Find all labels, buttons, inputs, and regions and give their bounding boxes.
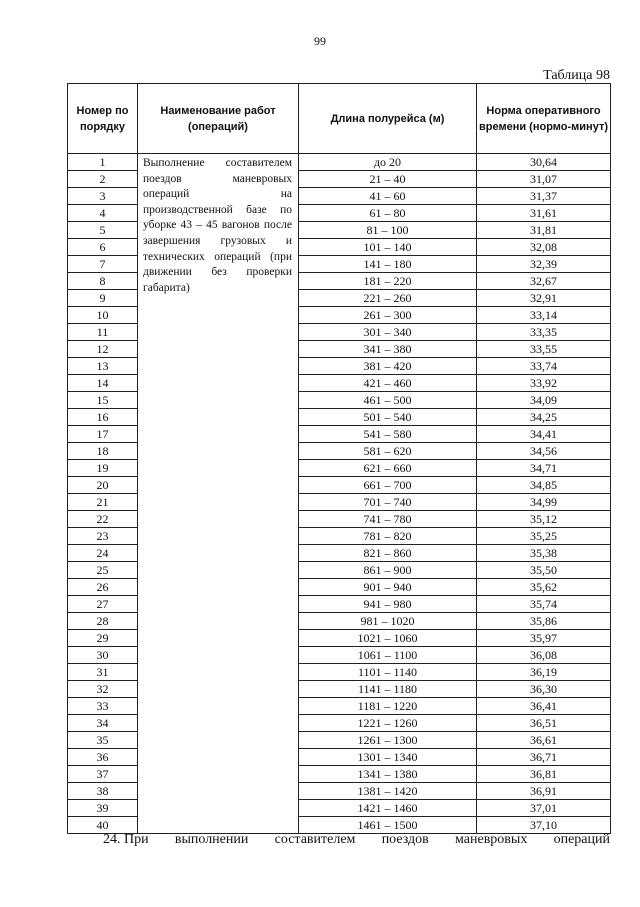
row-number-cell: 16	[68, 409, 138, 426]
half-run-length-cell: 1101 – 1140	[299, 664, 477, 681]
row-number-cell: 25	[68, 562, 138, 579]
work-description-text: Выполнение составителем поездов маневровых операций на производственной базе по уборке 43 – 45 вагонов после завершения грузовых и технических операций (при движении без проверки габарита)	[143, 157, 292, 294]
half-run-length-cell: 1461 – 1500	[299, 817, 477, 834]
time-norm-cell: 31,07	[477, 171, 611, 188]
row-number-cell: 22	[68, 511, 138, 528]
time-norm-cell: 33,92	[477, 375, 611, 392]
row-number-cell: 26	[68, 579, 138, 596]
half-run-length-cell: 981 – 1020	[299, 613, 477, 630]
time-norm-cell: 30,64	[477, 154, 611, 171]
time-norm-cell: 36,71	[477, 749, 611, 766]
half-run-length-cell: 1221 – 1260	[299, 715, 477, 732]
half-run-length-cell: 461 – 500	[299, 392, 477, 409]
half-run-length-cell: 541 – 580	[299, 426, 477, 443]
half-run-length-cell: 621 – 660	[299, 460, 477, 477]
row-number-cell: 39	[68, 800, 138, 817]
row-number-cell: 3	[68, 188, 138, 205]
row-number-cell: 38	[68, 783, 138, 800]
table-row	[68, 154, 611, 171]
time-norm-cell: 34,71	[477, 460, 611, 477]
footer-word: выполнении	[174, 832, 249, 847]
half-run-length-cell: 901 – 940	[299, 579, 477, 596]
half-run-length-cell: 741 – 780	[299, 511, 477, 528]
page-number: 99	[314, 34, 326, 48]
row-number-cell: 40	[68, 817, 138, 834]
time-norm-cell: 34,85	[477, 477, 611, 494]
half-run-length-cell: 1061 – 1100	[299, 647, 477, 664]
footer-word: составителем	[274, 832, 356, 847]
time-norm-cell: 35,62	[477, 579, 611, 596]
row-number-cell: 7	[68, 256, 138, 273]
time-norm-cell: 36,81	[477, 766, 611, 783]
row-number-cell: 9	[68, 290, 138, 307]
time-norm-cell: 32,91	[477, 290, 611, 307]
half-run-length-cell: 1261 – 1300	[299, 732, 477, 749]
time-norm-cell: 35,86	[477, 613, 611, 630]
half-run-length-cell: 141 – 180	[299, 256, 477, 273]
row-number-cell: 28	[68, 613, 138, 630]
time-norm-cell: 35,74	[477, 596, 611, 613]
time-norm-cell: 34,99	[477, 494, 611, 511]
half-run-length-cell: 501 – 540	[299, 409, 477, 426]
row-number-cell: 10	[68, 307, 138, 324]
row-number-cell: 34	[68, 715, 138, 732]
half-run-length-cell: 1181 – 1220	[299, 698, 477, 715]
half-run-length-cell: 821 – 860	[299, 545, 477, 562]
time-norm-cell: 33,35	[477, 324, 611, 341]
row-number-cell: 15	[68, 392, 138, 409]
time-norm-cell: 31,81	[477, 222, 611, 239]
half-run-length-cell: 861 – 900	[299, 562, 477, 579]
time-norm-cell: 34,41	[477, 426, 611, 443]
row-number-cell: 23	[68, 528, 138, 545]
half-run-length-cell: 21 – 40	[299, 171, 477, 188]
time-norm-cell: 36,61	[477, 732, 611, 749]
half-run-length-cell: 581 – 620	[299, 443, 477, 460]
time-norm-cell: 37,01	[477, 800, 611, 817]
row-number-cell: 12	[68, 341, 138, 358]
row-number-cell: 33	[68, 698, 138, 715]
row-number-cell: 2	[68, 171, 138, 188]
half-run-length-cell: 61 – 80	[299, 205, 477, 222]
time-norm-cell: 33,74	[477, 358, 611, 375]
table-body	[68, 154, 611, 834]
half-run-length-cell: 1341 – 1380	[299, 766, 477, 783]
time-norm-cell: 34,09	[477, 392, 611, 409]
time-norm-cell: 36,30	[477, 681, 611, 698]
row-number-cell: 30	[68, 647, 138, 664]
row-number-cell: 36	[68, 749, 138, 766]
time-norm-cell: 35,38	[477, 545, 611, 562]
norm-table	[67, 83, 611, 834]
footer-word: 24. При	[103, 832, 149, 847]
footer-paragraph	[103, 832, 610, 848]
half-run-length-cell: 381 – 420	[299, 358, 477, 375]
half-run-length-cell: 701 – 740	[299, 494, 477, 511]
half-run-length-cell: 1421 – 1460	[299, 800, 477, 817]
header-order-number: Номер по порядку	[68, 84, 138, 154]
time-norm-cell: 36,91	[477, 783, 611, 800]
half-run-length-cell: 1021 – 1060	[299, 630, 477, 647]
time-norm-cell: 35,97	[477, 630, 611, 647]
row-number-cell: 6	[68, 239, 138, 256]
header-time-norm: Норма оперативного времени (нормо-минут)	[477, 84, 611, 154]
row-number-cell: 21	[68, 494, 138, 511]
row-number-cell: 29	[68, 630, 138, 647]
footer-word: маневровых	[455, 832, 528, 847]
row-number-cell: 11	[68, 324, 138, 341]
row-number-cell: 17	[68, 426, 138, 443]
time-norm-cell: 36,41	[477, 698, 611, 715]
row-number-cell: 37	[68, 766, 138, 783]
half-run-length-cell: 1381 – 1420	[299, 783, 477, 800]
half-run-length-cell: 421 – 460	[299, 375, 477, 392]
footer-words	[103, 832, 610, 848]
time-norm-cell: 33,55	[477, 341, 611, 358]
half-run-length-cell: 221 – 260	[299, 290, 477, 307]
time-norm-cell: 36,08	[477, 647, 611, 664]
row-number-cell: 14	[68, 375, 138, 392]
row-number-cell: 1	[68, 154, 138, 171]
half-run-length-cell: 1141 – 1180	[299, 681, 477, 698]
time-norm-cell: 32,67	[477, 273, 611, 290]
table-header	[68, 84, 611, 154]
time-norm-cell: 32,39	[477, 256, 611, 273]
time-norm-cell: 35,50	[477, 562, 611, 579]
time-norm-cell: 31,61	[477, 205, 611, 222]
footer-word: поездов	[381, 832, 429, 847]
time-norm-cell: 32,08	[477, 239, 611, 256]
half-run-length-cell: 781 – 820	[299, 528, 477, 545]
header-row	[68, 84, 611, 154]
time-norm-cell: 35,12	[477, 511, 611, 528]
half-run-length-cell: 101 – 140	[299, 239, 477, 256]
half-run-length-cell: 1301 – 1340	[299, 749, 477, 766]
row-number-cell: 19	[68, 460, 138, 477]
header-half-run-length: Длина полурейса (м)	[299, 84, 477, 154]
time-norm-cell: 34,56	[477, 443, 611, 460]
half-run-length-cell: 261 – 300	[299, 307, 477, 324]
time-norm-cell: 35,25	[477, 528, 611, 545]
half-run-length-cell: 661 – 700	[299, 477, 477, 494]
half-run-length-cell: 41 – 60	[299, 188, 477, 205]
row-number-cell: 32	[68, 681, 138, 698]
row-number-cell: 35	[68, 732, 138, 749]
footer-word: операций	[553, 832, 610, 847]
time-norm-cell: 33,14	[477, 307, 611, 324]
work-description-cell	[138, 154, 299, 834]
row-number-cell: 13	[68, 358, 138, 375]
time-norm-cell: 36,51	[477, 715, 611, 732]
half-run-length-cell: 81 – 100	[299, 222, 477, 239]
time-norm-cell: 34,25	[477, 409, 611, 426]
half-run-length-cell: 181 – 220	[299, 273, 477, 290]
row-number-cell: 4	[68, 205, 138, 222]
row-number-cell: 18	[68, 443, 138, 460]
header-work-name: Наименование работ (операций)	[138, 84, 299, 154]
half-run-length-cell: 941 – 980	[299, 596, 477, 613]
time-norm-cell: 37,10	[477, 817, 611, 834]
row-number-cell: 31	[68, 664, 138, 681]
table-caption: Таблица 98	[543, 68, 610, 83]
row-number-cell: 24	[68, 545, 138, 562]
half-run-length-cell: до 20	[299, 154, 477, 171]
row-number-cell: 27	[68, 596, 138, 613]
half-run-length-cell: 301 – 340	[299, 324, 477, 341]
row-number-cell: 20	[68, 477, 138, 494]
half-run-length-cell: 341 – 380	[299, 341, 477, 358]
time-norm-cell: 36,19	[477, 664, 611, 681]
time-norm-cell: 31,37	[477, 188, 611, 205]
row-number-cell: 8	[68, 273, 138, 290]
row-number-cell: 5	[68, 222, 138, 239]
